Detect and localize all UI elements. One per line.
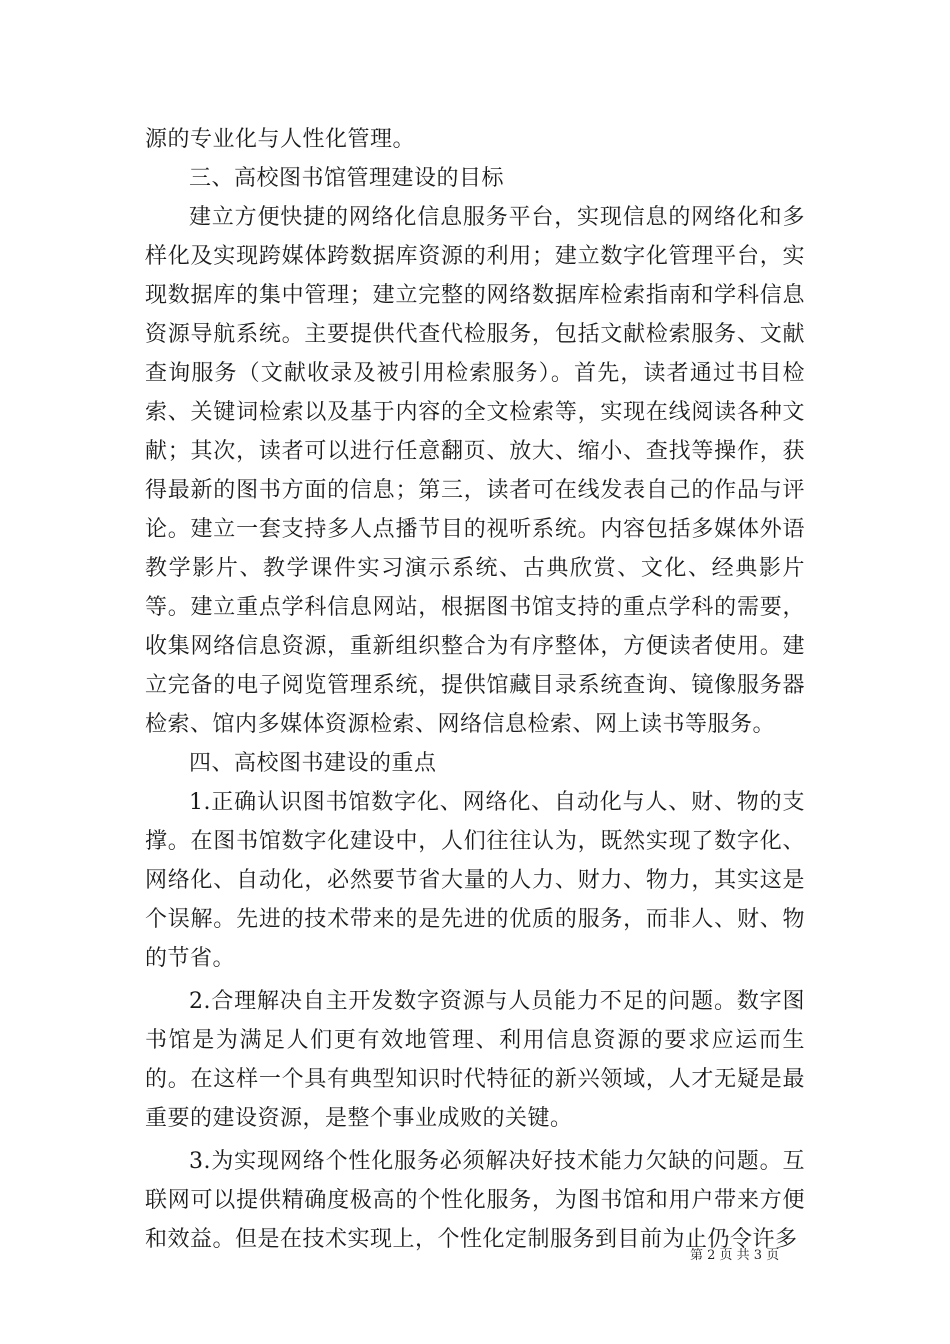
paragraph-point-2: 2.合理解决自主开发数字资源与人员能力不足的问题。数字图书馆是为满足人们更有效地管理、利用信息资源的要求应运而生的。在这样一个具有典型知识时代特征的新兴领域，人才无疑是最重要的建设资源，是整个事业成败的关键。 (145, 989, 805, 1131)
document-body (145, 120, 805, 1259)
paragraph-goals: 建立方便快捷的网络化信息服务平台，实现信息的网络化和多样化及实现跨媒体跨数据库资源的利用；建立数字化管理平台，实现数据库的集中管理；建立完整的网络数据库检索指南和学科信息资源导航系统。主要提供代查代检服务，包括文献检索服务、文献查询服务（文献收录及被引用检索服务）。首先，读者通过书目检索、关键词检索以及基于内容的全文检索等，实现在线阅读各种文献；其次，读者可以进行任意翻页、放大、缩小、查找等操作，获得最新的图书方面的信息；第三，读者可在线发表自己的作品与评论。建立一套支持多人点播节目的视听系统。内容包括多媒体外语教学影片、教学课件实习演示系统、古典欣赏、文化、经典影片等。建立重点学科信息网站，根据图书馆支持的重点学科的需要，收集网络信息资源，重新组织整合为有序整体，方便读者使用。建立完备的电子阅览管理系统，提供馆藏目录系统查询、镜像服务器检索、馆内多媒体资源检索、网络信息检索、网上读书等服务。 (145, 205, 805, 737)
section-heading-focus: 四、高校图书建设的重点 (189, 751, 437, 776)
paragraph-continuation: 源的专业化与人性化管理。 (145, 127, 416, 152)
paragraph-point-1: 1.正确认识图书馆数字化、网络化、自动化与人、财、物的支撑。在图书馆数字化建设中，人们往往认为，既然实现了数字化、网络化、自动化，必然要节省大量的人力、财力、物力，其实这是个误解。先进的技术带来的是先进的优质的服务，而非人、财、物的节省。 (145, 790, 805, 971)
paragraph-point-3: 3.为实现网络个性化服务必须解决好技术能力欠缺的问题。互联网可以提供精确度极高的个性化服务，为图书馆和用户带来方便和效益。但是在技术实现上，个性化定制服务到目前为止仍令许多 (145, 1149, 805, 1252)
section-heading-goals: 三、高校图书馆管理建设的目标 (189, 166, 505, 191)
page-number-footer: 第 2 页 共 3 页 (690, 1248, 780, 1263)
